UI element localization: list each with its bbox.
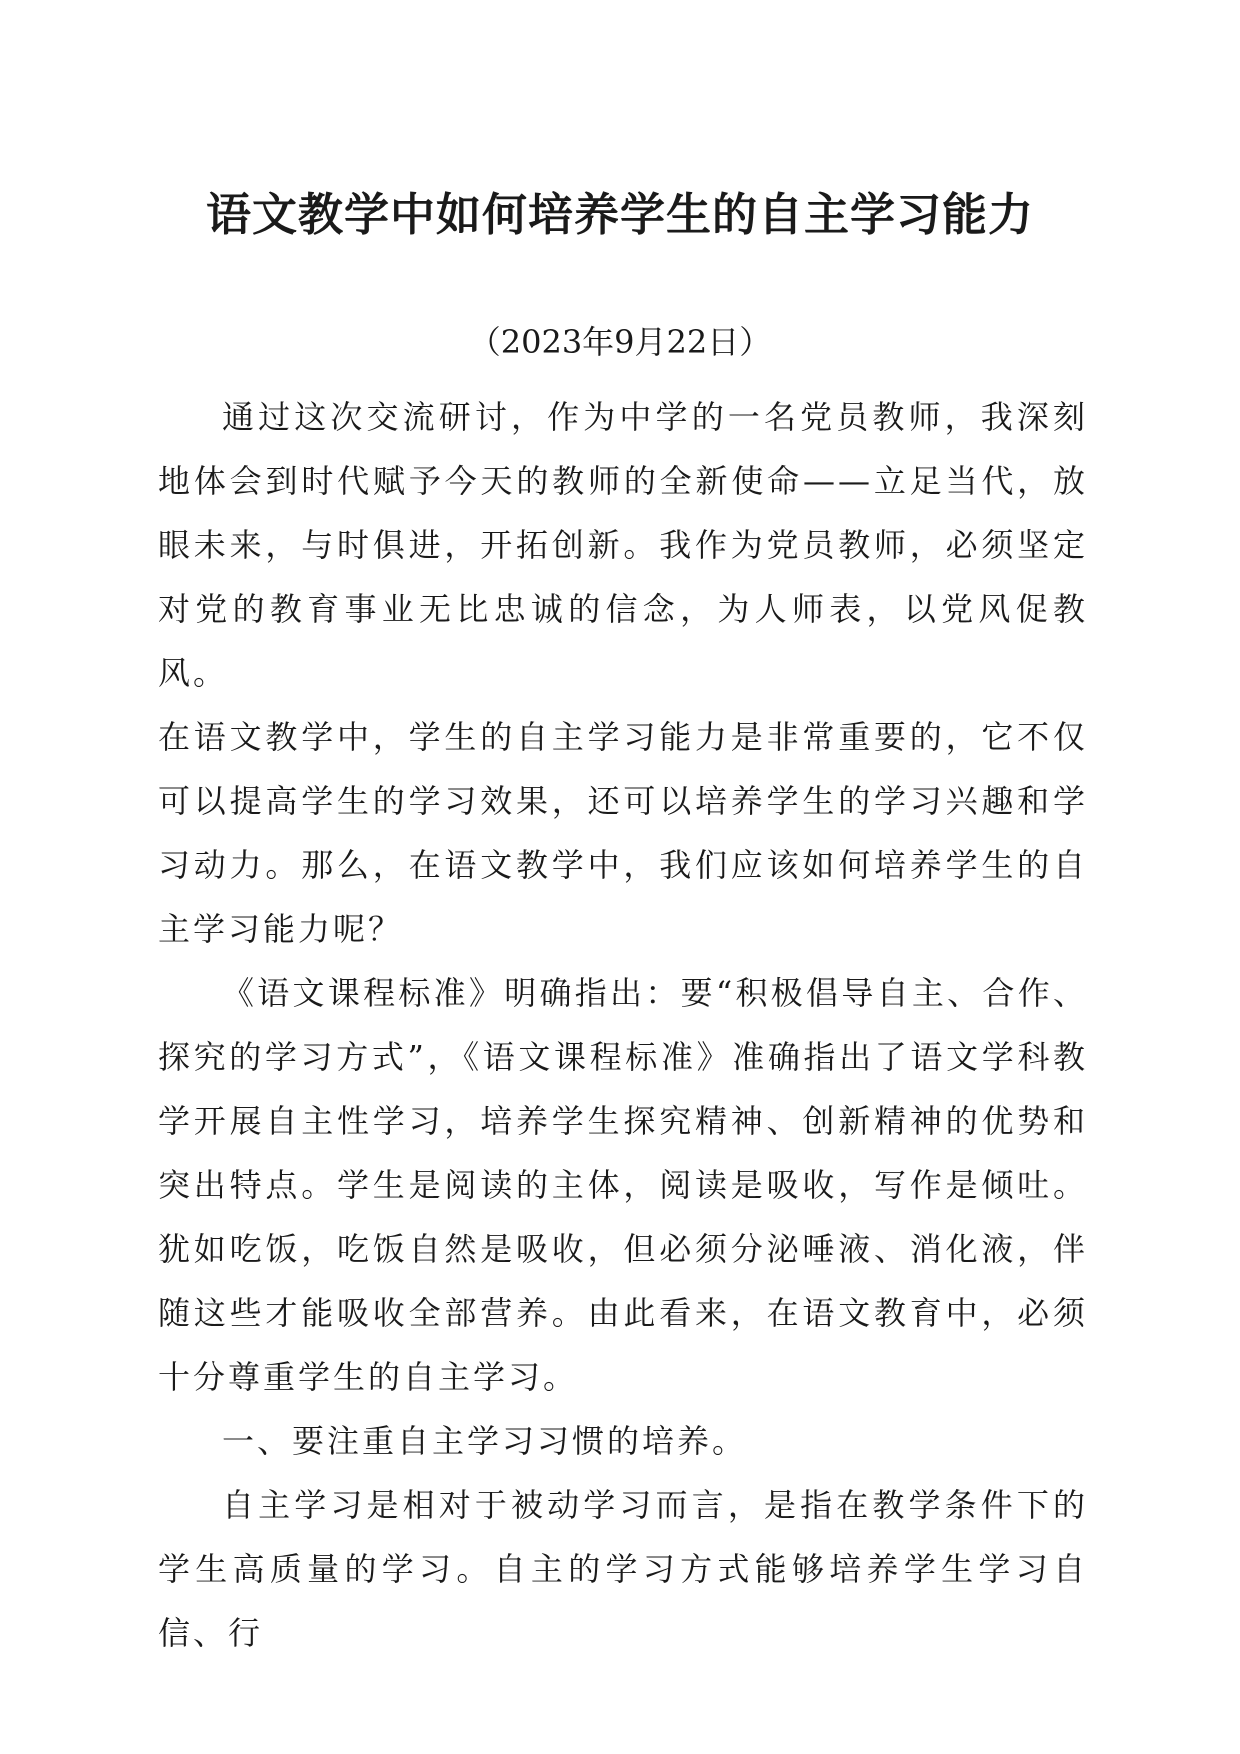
section-heading-1: 一、要注重自主学习习惯的培养。 (222, 1422, 748, 1460)
document-body (158, 385, 1088, 1665)
paragraph-question: 在语文教学中，学生的自主学习能力是非常重要的，它不仅可以提高学生的学习效果，还可以培养学生的学习兴趣和学习动力。那么，在语文教学中，我们应该如何培养学生的自主学习能力呢？ (158, 718, 1088, 948)
document-title: 语文教学中如何培养学生的自主学习能力 (205, 188, 1034, 241)
paragraph-curriculum-standard: 《语文课程标准》明确指出：要“积极倡导自主、合作、探究的学习方式”，《语文课程标准》准确指出了语文学科教学开展自主性学习，培养学生探究精神、创新精神的优势和突出特点。学生是阅读的主体，阅读是吸收，写作是倾吐。犹如吃饭，吃饭自然是吸收，但必须分泌唾液、消化液，伴随这些才能吸收全部营养。由此看来，在语文教育中，必须十分尊重学生的自主学习。 (158, 974, 1088, 1396)
document-date: （2023年9月22日） (468, 323, 772, 361)
paragraph-autonomous-learning: 自主学习是相对于被动学习而言，是指在教学条件下的学生高质量的学习。自主的学习方式能够培养学生学习自信、行 (158, 1486, 1088, 1652)
paragraph-intro: 通过这次交流研讨，作为中学的一名党员教师，我深刻地体会到时代赋予今天的教师的全新使命——立足当代，放眼未来，与时俱进，开拓创新。我作为党员教师，必须坚定对党的教育事业无比忠诚的信念，为人师表，以党风促教风。 (158, 398, 1088, 692)
